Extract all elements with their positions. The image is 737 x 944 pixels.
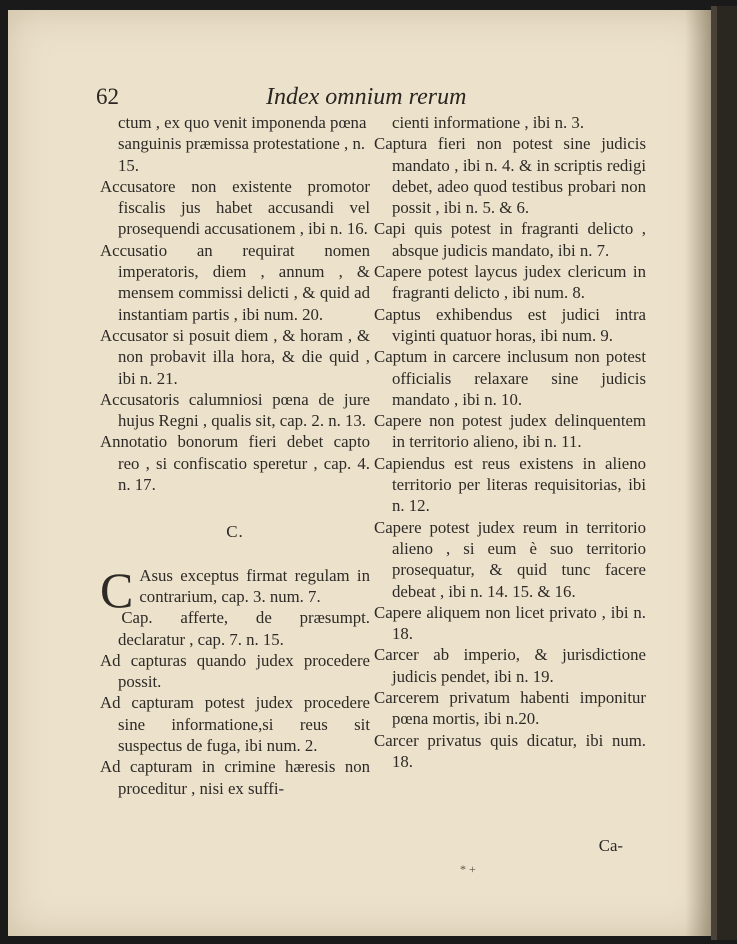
index-entry: Carcerem privatum habenti imponitur pœna mortis, ibi n.20. bbox=[374, 688, 646, 729]
index-entry: Accusatoris calumniosi pœna de jure hujus Regni , qualis sit, cap. 2. n. 13. bbox=[100, 389, 370, 431]
section-letter: C. bbox=[226, 522, 244, 542]
index-entry: cienti informatione , ibi n. 3. bbox=[392, 113, 585, 132]
running-title: Index omnium rerum bbox=[266, 84, 467, 110]
index-entry: Ad capturas quando judex procedere possit. bbox=[100, 650, 370, 692]
index-entry: Captura fieri non potest sine judicis mandato , ibi n. 4. & in scriptis redigi debet, adeo quod testibus probari non possit , ibi n. 5. & 6. bbox=[374, 134, 646, 218]
index-entry: Accusator si posuit diem , & horam , & non probavit illa hora, & die quid , ibi n. 21. bbox=[100, 325, 370, 388]
index-entry: Captus exhibendus est judici intra viginti quatuor horas, ibi num. 9. bbox=[374, 304, 646, 345]
index-entry: Carcer ab imperio, & jurisdictione judicis pendet, ibi n. 19. bbox=[374, 645, 646, 686]
left-column bbox=[100, 112, 370, 799]
index-entry: Capi quis potest in fragranti delicto , absque judicis mandato, ibi n. 7. bbox=[374, 219, 646, 260]
index-entry: Accusatio an requirat nomen imperatoris, diem , annum , & mensem commissi delicti , & quid ad instantiam partis , ibi num. 20. bbox=[100, 240, 370, 324]
printer-mark: * + bbox=[460, 862, 476, 876]
index-entry: Capere potest judex reum in territorio alieno , si eum è suo territorio prosequatur, & quid tunc facere debeat , ibi n. 14. 15. & 16. bbox=[374, 517, 646, 601]
index-entry: Ad capturam in crimine hæresis non proceditur , nisi ex suffi- bbox=[100, 757, 370, 798]
index-entry: Accusatore non existente promotor fiscalis jus habet accusandi vel prosequendi accusationem , ibi n. 16. bbox=[100, 176, 370, 239]
index-entry: Captum in carcere inclusum non potest officialis relaxare sine judicis mandato , ibi n. 10. bbox=[374, 347, 646, 409]
index-entry-dropcap bbox=[100, 561, 370, 618]
page-number: 62 bbox=[96, 84, 119, 109]
index-entry: Ad capturam potest judex procedere sine informatione,si reus sit suspectus de fuga, ibi num. 2. bbox=[100, 693, 370, 756]
drop-cap: C bbox=[100, 561, 134, 618]
right-column bbox=[374, 112, 646, 772]
dropcap-text: Asus exceptus firmat regulam in contrarium, cap. 3. num. 7. bbox=[139, 565, 370, 606]
index-entry: Capere non potest judex delinquentem in territorio alieno, ibi n. 11. bbox=[374, 411, 646, 452]
catchword: Ca- bbox=[598, 836, 623, 855]
book-page bbox=[8, 10, 711, 936]
index-entry: Capiendus est reus existens in alieno territorio per literas requisitorias, ibi n. 12. bbox=[374, 453, 646, 516]
index-entry: Annotatio bonorum fieri debet capto reo , si confiscatio speretur , cap. 4. n. 17. bbox=[100, 432, 370, 495]
index-entry: Capere aliquem non licet privato , ibi n. 18. bbox=[374, 602, 646, 644]
next-page-edge bbox=[711, 6, 737, 940]
index-entry: ctum , ex quo venit imponenda pœna sanguinis præmissa protestatione , n. 15. bbox=[118, 113, 367, 175]
index-entry: Carcer privatus quis dicatur, ibi num. 18. bbox=[374, 730, 646, 771]
index-entry: Cap. afferte, de præsumpt. declaratur , cap. 7. n. 15. bbox=[118, 608, 370, 649]
index-entry: Capere potest laycus judex clericum in fragranti delicto , ibi num. 8. bbox=[374, 262, 646, 303]
